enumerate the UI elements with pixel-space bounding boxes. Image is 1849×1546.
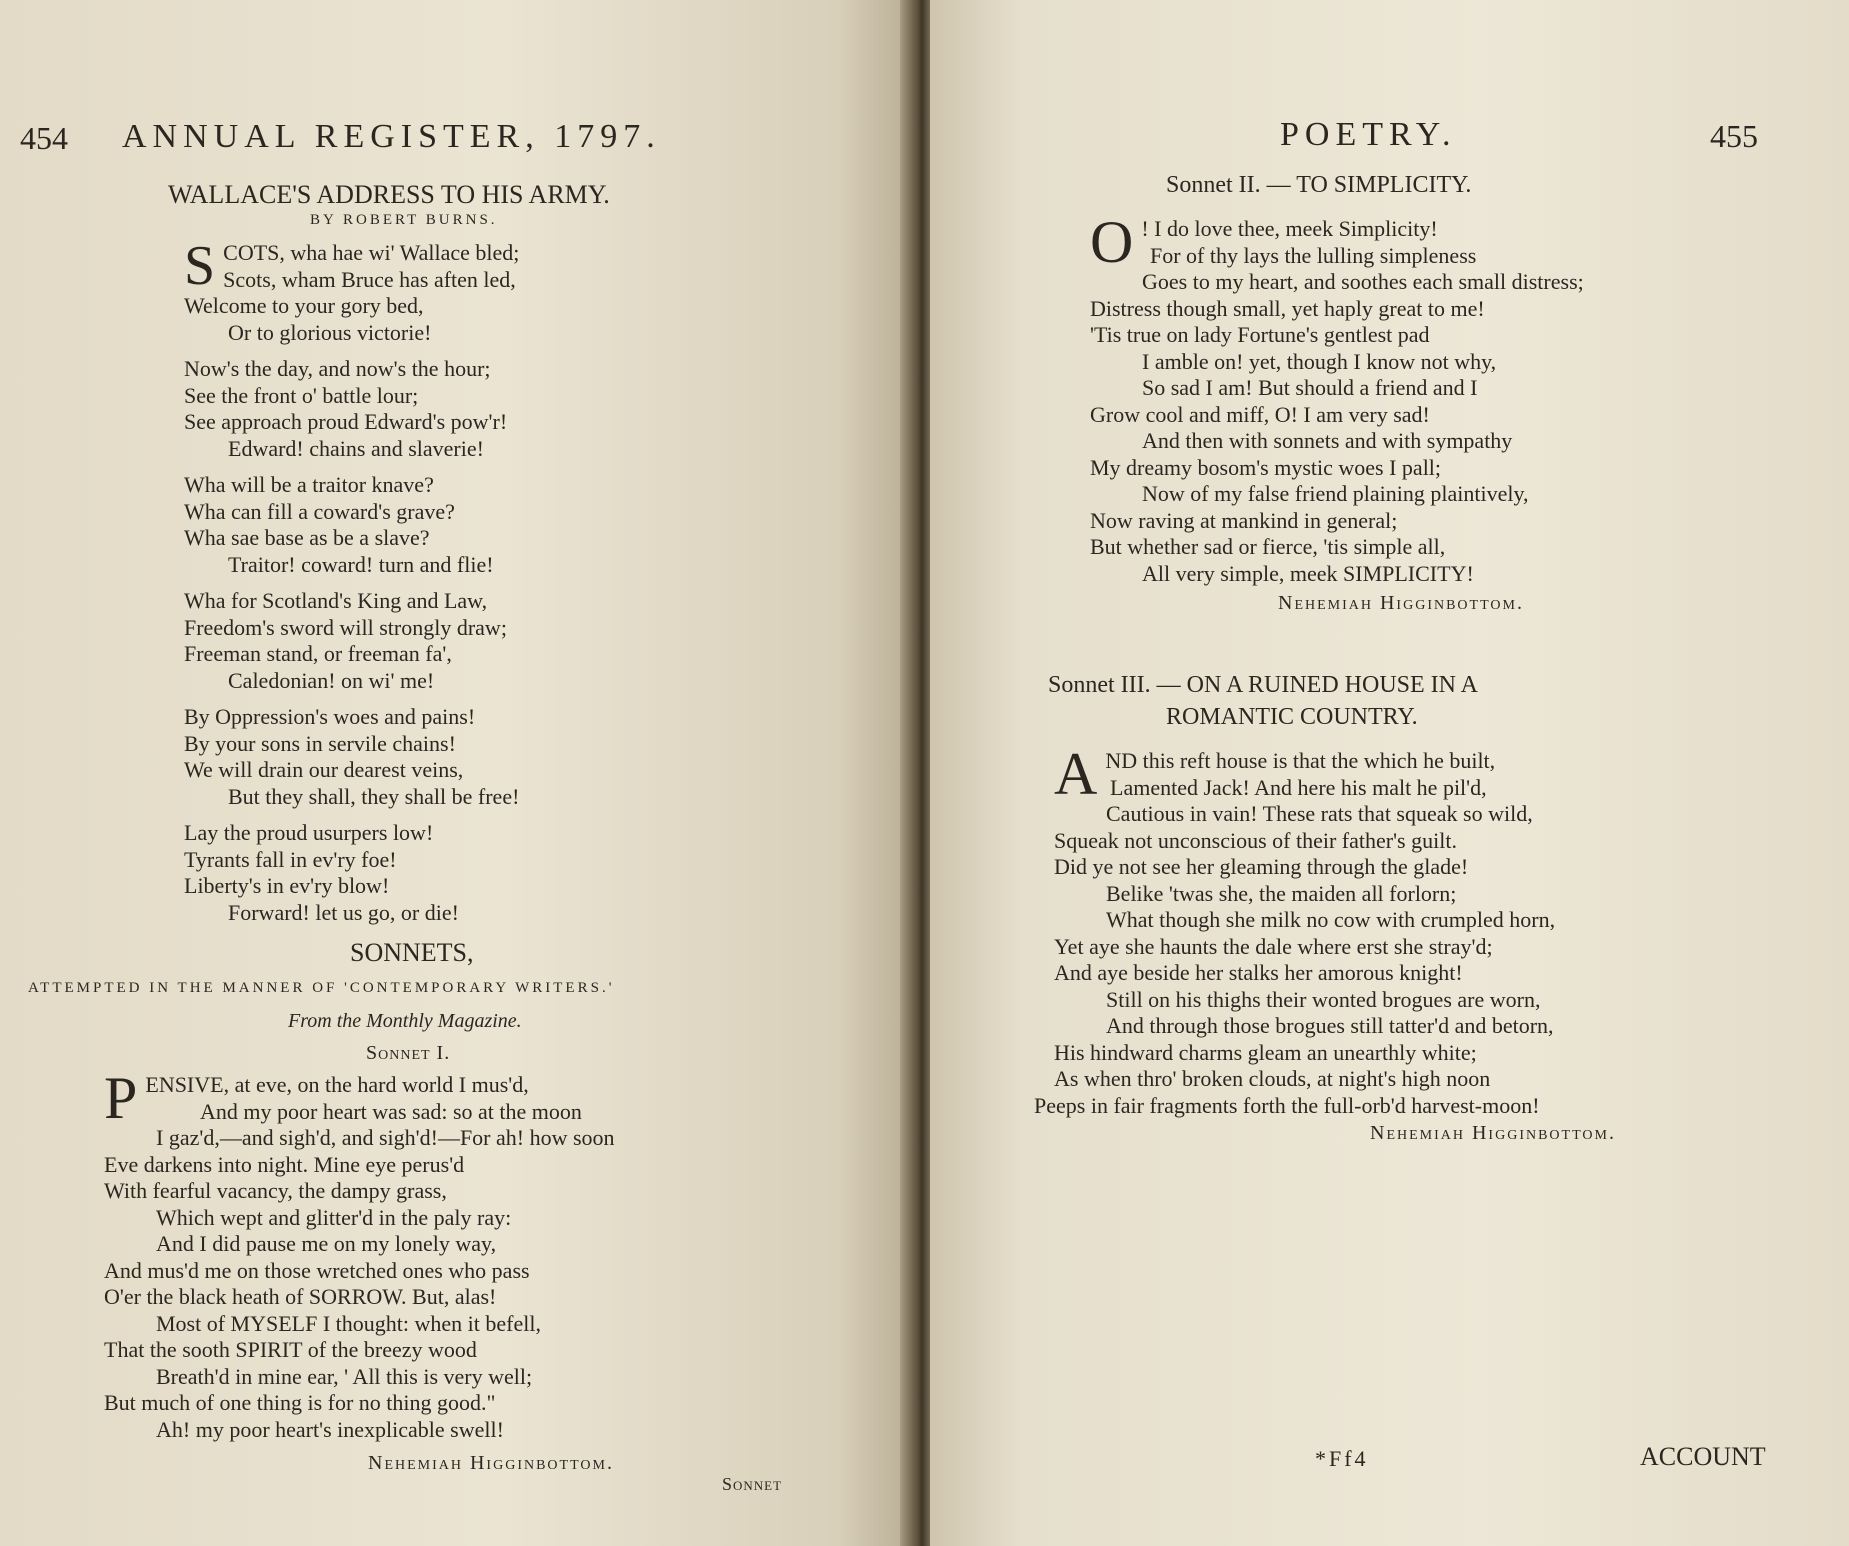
verse-line: Distress though small, yet haply great to me! bbox=[1090, 295, 1485, 321]
verse-line: Wha can fill a coward's grave? bbox=[184, 498, 455, 524]
page-number: 455 bbox=[1710, 118, 1758, 154]
catchword: ACCOUNT bbox=[1640, 1442, 1766, 1471]
verse-line: See approach proud Edward's pow'r! bbox=[184, 409, 508, 434]
signature-mark: *Ff4 bbox=[1315, 1446, 1369, 1471]
drop-cap: S bbox=[184, 235, 216, 297]
verse-line: Freeman stand, or freeman fa', bbox=[184, 641, 452, 666]
verse-line: All very simple, meek SIMPLICITY! bbox=[1142, 560, 1474, 586]
signature: Nehemiah Higginbottom. bbox=[1278, 592, 1524, 614]
signature: Nehemiah Higginbottom. bbox=[368, 1452, 614, 1474]
verse-line: Or to glorious victorie! bbox=[228, 319, 432, 345]
catchword: Sonnet bbox=[722, 1474, 783, 1494]
verse-line: As when thro' broken clouds, at night's high noon bbox=[1054, 1066, 1491, 1091]
verse-line: Freedom's sword will strongly draw; bbox=[184, 614, 507, 640]
verse-line: By Oppression's woes and pains! bbox=[184, 704, 476, 729]
verse-line: And through those brogues still tatter'd and betorn, bbox=[1106, 1013, 1554, 1038]
page-number: 454 bbox=[20, 120, 68, 156]
sonnet-title: Sonnet II. — TO SIMPLICITY. bbox=[1166, 172, 1472, 198]
verse-line: Forward! let us go, or die! bbox=[228, 899, 459, 925]
verse-line: Welcome to your gory bed, bbox=[184, 293, 424, 318]
verse-line: And I did pause me on my lonely way, bbox=[156, 1231, 497, 1256]
verse-line: What though she milk no cow with crumpled horn, bbox=[1106, 907, 1556, 932]
verse-line: But they shall, they shall be free! bbox=[228, 783, 520, 809]
verse-line: Lay the proud usurpers low! bbox=[184, 820, 434, 845]
verse-line: Peeps in fair fragments forth the full-orb'd harvest-moon! bbox=[1034, 1092, 1540, 1118]
sonnet-body bbox=[1034, 741, 1556, 1119]
verse-line: Ah! my poor heart's inexplicable swell! bbox=[156, 1416, 504, 1442]
sonnet-title-continued: ROMANTIC COUNTRY. bbox=[1166, 704, 1418, 730]
verse-line: ! I do love thee, meek Simplicity! bbox=[1141, 216, 1438, 241]
verse-line: Eve darkens into night. Mine eye perus'd bbox=[104, 1151, 465, 1177]
drop-cap: P bbox=[104, 1065, 138, 1131]
poem-body bbox=[184, 235, 520, 936]
sonnet-title: Sonnet III. — ON A RUINED HOUSE IN A bbox=[1048, 672, 1478, 698]
verse-line: I gaz'd,—and sigh'd, and sigh'd!—For ah! how soon bbox=[156, 1125, 615, 1150]
verse-line: My dreamy bosom's mystic woes I pall; bbox=[1090, 454, 1442, 480]
verse-line: I amble on! yet, though I know not why, bbox=[1142, 348, 1497, 374]
verse-line: Lamented Jack! And here his malt he pil'd, bbox=[1110, 774, 1487, 800]
verse-line: Grow cool and miff, O! I am very sad! bbox=[1090, 401, 1430, 427]
verse-line: Belike 'twas she, the maiden all forlorn; bbox=[1106, 880, 1457, 906]
verse-line: For of thy lays the lulling simpleness bbox=[1150, 242, 1477, 268]
verse-line: Cautious in vain! These rats that squeak so wild, bbox=[1106, 801, 1533, 826]
verse-line: Now raving at mankind in general; bbox=[1090, 507, 1398, 533]
sonnets-heading: SONNETS, bbox=[350, 938, 474, 967]
sonnet-body bbox=[1090, 209, 1584, 587]
verse-line: Traitor! coward! turn and flie! bbox=[228, 551, 494, 577]
verse-line: Now's the day, and now's the hour; bbox=[184, 356, 491, 381]
verse-line: ENSIVE, at eve, on the hard world I mus'd, bbox=[145, 1072, 529, 1097]
verse-line: O'er the black heath of SORROW. But, alas! bbox=[104, 1284, 497, 1309]
verse-line: And then with sonnets and with sympathy bbox=[1142, 428, 1513, 453]
verse-line: Tyrants fall in ev'ry foe! bbox=[184, 846, 397, 872]
verse-line: And mus'd me on those wretched ones who pass bbox=[104, 1257, 530, 1283]
verse-line: Wha sae base as be a slave? bbox=[184, 525, 430, 550]
verse-line: Wha for Scotland's King and Law, bbox=[184, 588, 488, 613]
verse-line: Did ye not see her gleaming through the glade! bbox=[1054, 854, 1469, 879]
right-page bbox=[930, 0, 1849, 1546]
verse-line: His hindward charms gleam an unearthly white; bbox=[1054, 1039, 1477, 1065]
source-note: From the Monthly Magazine. bbox=[288, 1010, 522, 1032]
verse-line: Squeak not unconscious of their father's guilt. bbox=[1054, 827, 1457, 853]
sonnets-subheading: ATTEMPTED IN THE MANNER OF 'CONTEMPORARY WRITERS.' bbox=[28, 980, 615, 996]
verse-line: Goes to my heart, and soothes each small distress; bbox=[1142, 269, 1584, 294]
verse-line: But whether sad or fierce, 'tis simple all, bbox=[1090, 534, 1446, 559]
sonnet-title: Sonnet I. bbox=[366, 1042, 451, 1064]
left-page bbox=[0, 0, 910, 1546]
verse-line: So sad I am! But should a friend and I bbox=[1142, 375, 1478, 400]
verse-line: Which wept and glitter'd in the paly ray: bbox=[156, 1204, 512, 1230]
verse-line: Most of MYSELF I thought: when it befell, bbox=[156, 1310, 541, 1336]
verse-line: Liberty's in ev'ry blow! bbox=[184, 873, 390, 898]
verse-line: We will drain our dearest veins, bbox=[184, 757, 464, 782]
verse-line: Scots, wham Bruce has aften led, bbox=[223, 266, 516, 292]
running-head: ANNUAL REGISTER, 1797. bbox=[122, 118, 661, 155]
verse-line: COTS, wha hae wi' Wallace bled; bbox=[223, 240, 520, 265]
verse-line: Still on his thighs their wonted brogues are worn, bbox=[1106, 986, 1541, 1012]
verse-line: Now of my false friend plaining plaintively, bbox=[1142, 481, 1529, 506]
poem-byline: BY ROBERT BURNS. bbox=[310, 212, 498, 228]
verse-line: 'Tis true on lady Fortune's gentlest pad bbox=[1090, 322, 1430, 347]
drop-cap: O bbox=[1090, 209, 1134, 275]
running-head: POETRY. bbox=[1280, 116, 1457, 153]
sonnet-body bbox=[104, 1065, 615, 1443]
verse-line: But much of one thing is for no thing good." bbox=[104, 1390, 496, 1415]
drop-cap: A bbox=[1054, 741, 1098, 807]
signature: Nehemiah Higginbottom. bbox=[1370, 1122, 1616, 1144]
verse-line: Edward! chains and slaverie! bbox=[228, 435, 484, 461]
verse-line: By your sons in servile chains! bbox=[184, 730, 456, 756]
verse-line: Wha will be a traitor knave? bbox=[184, 472, 434, 497]
verse-line: Caledonian! on wi' me! bbox=[228, 667, 435, 693]
poem-title: WALLACE'S ADDRESS TO HIS ARMY. bbox=[168, 180, 610, 209]
verse-line: Yet aye she haunts the dale where erst she stray'd; bbox=[1054, 933, 1493, 959]
verse-line: And aye beside her stalks her amorous knight! bbox=[1054, 960, 1463, 985]
verse-line: And my poor heart was sad: so at the moon bbox=[200, 1098, 582, 1124]
verse-line: That the sooth SPIRIT of the breezy wood bbox=[104, 1337, 477, 1362]
verse-line: See the front o' battle lour; bbox=[184, 382, 419, 408]
verse-line: ND this reft house is that the which he built, bbox=[1105, 748, 1496, 773]
verse-line: With fearful vacancy, the dampy grass, bbox=[104, 1178, 447, 1203]
verse-line: Breath'd in mine ear, ' All this is very well; bbox=[156, 1363, 533, 1389]
